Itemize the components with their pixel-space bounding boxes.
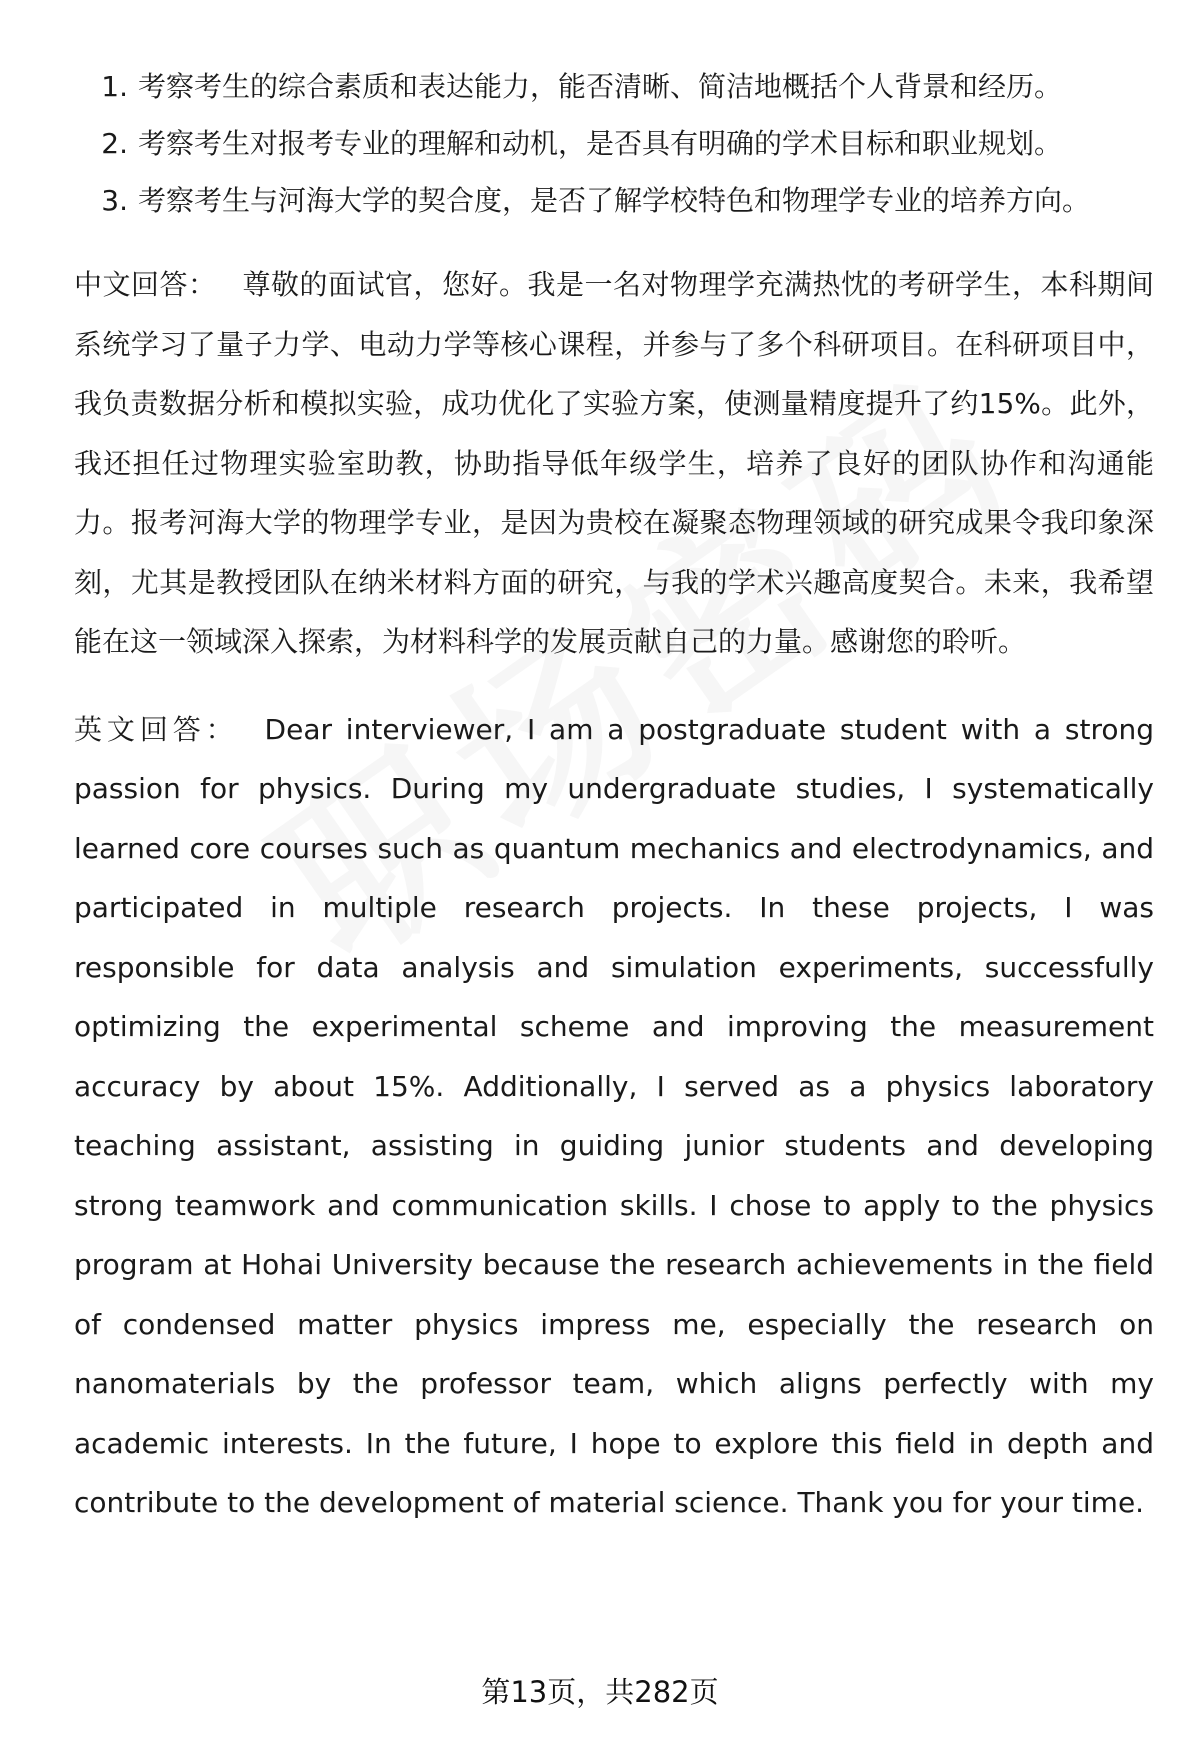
list-item-text: 考察考生与河海大学的契合度，是否了解学校特色和物理学专业的培养方向。 [138, 184, 1091, 217]
english-answer [74, 700, 1154, 1533]
page-number: 第13页，共282页 [481, 1675, 719, 1709]
list-item [74, 115, 1154, 172]
list-item-text: 考察考生的综合素质和表达能力，能否清晰、简洁地概括个人背景和经历。 [138, 70, 1063, 103]
list-item [74, 58, 1154, 115]
list-item-number: 2. [101, 127, 128, 160]
chinese-answer-label: 中文回答： [74, 268, 217, 301]
chinese-answer [74, 255, 1154, 672]
list-item-number: 3. [101, 184, 128, 217]
list-item-text: 考察考生对报考专业的理解和动机，是否具有明确的学术目标和职业规划。 [138, 127, 1063, 160]
english-answer-label: 英文回答： [74, 712, 239, 746]
document-page [74, 58, 1154, 1533]
page-footer [0, 1670, 1200, 1711]
english-answer-text: Dear interviewer, I am a postgraduate student with a strong passion for physics. During my undergraduate studies, I systematically learned core courses such as quantum mechanics and electrodynamics, and participated in multiple research projects. In these projects, I was responsible for data analysis and simulation experiments, successfully optimizing the experimental scheme and improving the measurement accuracy by about 15%. Additionally, I served as a physics laboratory teaching assistant, assisting in guiding junior students and developing strong teamwork and communication skills. I chose to apply to the physics program at Hohai University because the research achievements in the field of condensed matter physics impress me, especially the research on nanomaterials by the professor team, which aligns perfectly with my academic interests. In the future, I hope to explore this field in depth and contribute to the development of material science. Thank you for your time. [74, 712, 1154, 1519]
chinese-answer-text: 尊敬的面试官，您好。我是一名对物理学充满热忱的考研学生，本科期间系统学习了量子力学、电动力学等核心课程，并参与了多个科研项目。在科研项目中，我负责数据分析和模拟实验，成功优化了实验方案，使测量精度提升了约15%。此外，我还担任过物理实验室助教，协助指导低年级学生，培养了良好的团队协作和沟通能力。报考河海大学的物理学专业，是因为贵校在凝聚态物理领域的研究成果令我印象深刻，尤其是教授团队在纳米材料方面的研究，与我的学术兴趣高度契合。未来，我希望能在这一领域深入探索，为材料科学的发展贡献自己的力量。感谢您的聆听。 [74, 268, 1154, 658]
criteria-list [74, 58, 1154, 229]
list-item-number: 1. [101, 70, 128, 103]
list-item [74, 172, 1154, 229]
